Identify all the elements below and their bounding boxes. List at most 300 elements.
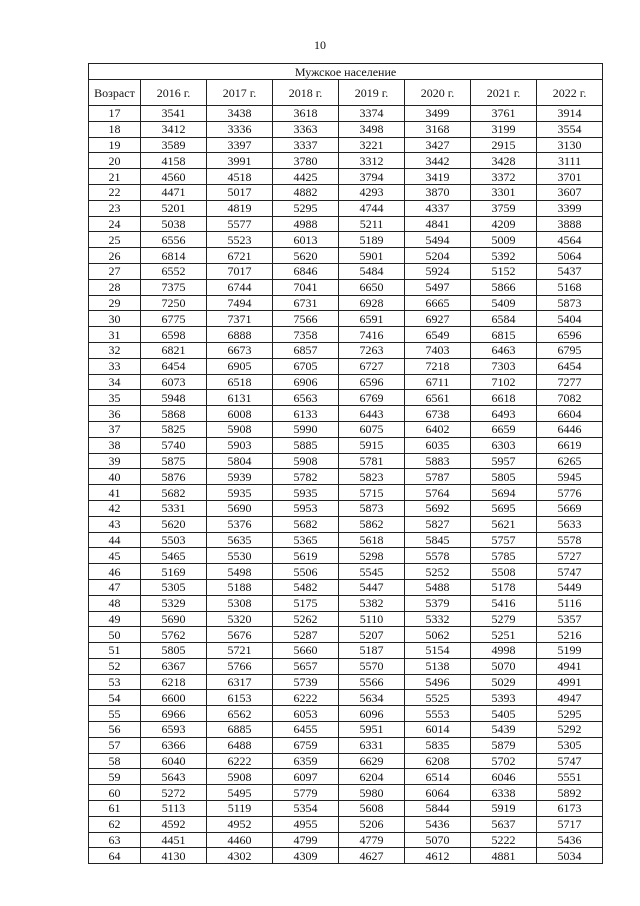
value-cell: 5669	[537, 500, 603, 516]
value-cell: 6303	[471, 437, 537, 453]
value-cell: 5211	[339, 216, 405, 232]
value-cell: 5119	[207, 801, 273, 817]
value-cell: 4425	[273, 169, 339, 185]
age-cell: 20	[89, 153, 141, 169]
value-cell: 5875	[141, 453, 207, 469]
value-cell: 5935	[273, 485, 339, 501]
value-cell: 5924	[405, 263, 471, 279]
value-cell: 6593	[141, 722, 207, 738]
age-cell: 26	[89, 248, 141, 264]
value-cell: 4560	[141, 169, 207, 185]
age-cell: 17	[89, 106, 141, 122]
value-cell: 5551	[537, 769, 603, 785]
value-cell: 6222	[207, 753, 273, 769]
value-cell: 5951	[339, 722, 405, 738]
value-cell: 7416	[339, 327, 405, 343]
table-row	[89, 421, 603, 437]
value-cell: 5216	[537, 627, 603, 643]
value-cell: 5204	[405, 248, 471, 264]
value-cell: 6097	[273, 769, 339, 785]
value-cell: 3399	[537, 200, 603, 216]
value-cell: 5272	[141, 785, 207, 801]
value-cell: 6604	[537, 406, 603, 422]
value-cell: 7017	[207, 263, 273, 279]
value-cell: 5757	[471, 532, 537, 548]
age-cell: 50	[89, 627, 141, 643]
value-cell: 3397	[207, 137, 273, 153]
age-cell: 29	[89, 295, 141, 311]
table-row	[89, 643, 603, 659]
value-cell: 5201	[141, 200, 207, 216]
value-cell: 5957	[471, 453, 537, 469]
value-cell: 5292	[537, 722, 603, 738]
value-cell: 6204	[339, 769, 405, 785]
value-cell: 6035	[405, 437, 471, 453]
table-row	[89, 500, 603, 516]
value-cell: 5868	[141, 406, 207, 422]
value-cell: 5017	[207, 184, 273, 200]
value-cell: 5578	[405, 548, 471, 564]
value-cell: 4592	[141, 816, 207, 832]
value-cell: 5405	[471, 706, 537, 722]
value-cell: 5747	[537, 753, 603, 769]
age-cell: 57	[89, 737, 141, 753]
value-cell: 5436	[537, 832, 603, 848]
header-year: 2017 г.	[207, 80, 273, 106]
value-cell: 6455	[273, 722, 339, 738]
value-cell: 5199	[537, 643, 603, 659]
value-cell: 5116	[537, 595, 603, 611]
value-cell: 3419	[405, 169, 471, 185]
table-row	[89, 785, 603, 801]
value-cell: 3427	[405, 137, 471, 153]
age-cell: 41	[89, 485, 141, 501]
value-cell: 5113	[141, 801, 207, 817]
age-cell: 22	[89, 184, 141, 200]
value-cell: 3554	[537, 121, 603, 137]
table-row	[89, 137, 603, 153]
value-cell: 5497	[405, 279, 471, 295]
value-cell: 6359	[273, 753, 339, 769]
value-cell: 5222	[471, 832, 537, 848]
value-cell: 5138	[405, 658, 471, 674]
age-cell: 49	[89, 611, 141, 627]
value-cell: 4158	[141, 153, 207, 169]
age-cell: 60	[89, 785, 141, 801]
value-cell: 3888	[537, 216, 603, 232]
value-cell: 3618	[273, 106, 339, 122]
value-cell: 5781	[339, 453, 405, 469]
value-cell: 5695	[471, 500, 537, 516]
value-cell: 7566	[273, 311, 339, 327]
value-cell: 3111	[537, 153, 603, 169]
male-population-table	[88, 63, 603, 864]
value-cell: 5332	[405, 611, 471, 627]
value-cell: 4627	[339, 848, 405, 864]
value-cell: 5409	[471, 295, 537, 311]
value-cell: 5506	[273, 564, 339, 580]
value-cell: 6727	[339, 358, 405, 374]
header-year: 2022 г.	[537, 80, 603, 106]
value-cell: 5715	[339, 485, 405, 501]
table-row	[89, 327, 603, 343]
value-cell: 6443	[339, 406, 405, 422]
value-cell: 5496	[405, 674, 471, 690]
value-cell: 5530	[207, 548, 273, 564]
value-cell: 7102	[471, 374, 537, 390]
value-cell: 4337	[405, 200, 471, 216]
value-cell: 6598	[141, 327, 207, 343]
value-cell: 5449	[537, 579, 603, 595]
value-cell: 6711	[405, 374, 471, 390]
table-row	[89, 816, 603, 832]
value-cell: 5935	[207, 485, 273, 501]
value-cell: 5692	[405, 500, 471, 516]
value-cell: 6673	[207, 342, 273, 358]
age-cell: 28	[89, 279, 141, 295]
value-cell: 6928	[339, 295, 405, 311]
value-cell: 6966	[141, 706, 207, 722]
value-cell: 5643	[141, 769, 207, 785]
table-row	[89, 737, 603, 753]
value-cell: 3498	[339, 121, 405, 137]
age-cell: 38	[89, 437, 141, 453]
age-cell: 37	[89, 421, 141, 437]
value-cell: 5447	[339, 579, 405, 595]
value-cell: 4564	[537, 232, 603, 248]
age-cell: 25	[89, 232, 141, 248]
value-cell: 6265	[537, 453, 603, 469]
value-cell: 5727	[537, 548, 603, 564]
value-cell: 5919	[471, 801, 537, 817]
page-number: 10	[314, 38, 326, 52]
value-cell: 3130	[537, 137, 603, 153]
table-row	[89, 374, 603, 390]
value-cell: 5690	[141, 611, 207, 627]
value-cell: 5570	[339, 658, 405, 674]
value-cell: 4882	[273, 184, 339, 200]
value-cell: 7371	[207, 311, 273, 327]
value-cell: 4947	[537, 690, 603, 706]
age-cell: 61	[89, 801, 141, 817]
value-cell: 3541	[141, 106, 207, 122]
age-cell: 44	[89, 532, 141, 548]
value-cell: 5901	[339, 248, 405, 264]
value-cell: 5721	[207, 643, 273, 659]
value-cell: 5498	[207, 564, 273, 580]
table-row	[89, 406, 603, 422]
value-cell: 5382	[339, 595, 405, 611]
value-cell: 5379	[405, 595, 471, 611]
value-cell: 4988	[273, 216, 339, 232]
value-cell: 5892	[537, 785, 603, 801]
value-cell: 4952	[207, 816, 273, 832]
value-cell: 6905	[207, 358, 273, 374]
header-age: Возраст	[89, 80, 141, 106]
value-cell: 5175	[273, 595, 339, 611]
table-row	[89, 232, 603, 248]
value-cell: 5879	[471, 737, 537, 753]
age-cell: 64	[89, 848, 141, 864]
age-cell: 35	[89, 390, 141, 406]
value-cell: 6563	[273, 390, 339, 406]
age-cell: 23	[89, 200, 141, 216]
value-cell: 5702	[471, 753, 537, 769]
value-cell: 6731	[273, 295, 339, 311]
value-cell: 5305	[141, 579, 207, 595]
value-cell: 6629	[339, 753, 405, 769]
value-cell: 5508	[471, 564, 537, 580]
value-cell: 6402	[405, 421, 471, 437]
age-cell: 53	[89, 674, 141, 690]
value-cell: 5189	[339, 232, 405, 248]
value-cell: 4460	[207, 832, 273, 848]
header-year: 2018 г.	[273, 80, 339, 106]
value-cell: 5908	[207, 769, 273, 785]
value-cell: 3991	[207, 153, 273, 169]
value-cell: 5298	[339, 548, 405, 564]
table-row	[89, 674, 603, 690]
value-cell: 3914	[537, 106, 603, 122]
value-cell: 5178	[471, 579, 537, 595]
value-cell: 6454	[141, 358, 207, 374]
value-cell: 6518	[207, 374, 273, 390]
value-cell: 5038	[141, 216, 207, 232]
table-row	[89, 611, 603, 627]
table-row	[89, 263, 603, 279]
age-cell: 51	[89, 643, 141, 659]
value-cell: 5764	[405, 485, 471, 501]
value-cell: 5320	[207, 611, 273, 627]
value-cell: 5034	[537, 848, 603, 864]
value-cell: 6562	[207, 706, 273, 722]
value-cell: 5866	[471, 279, 537, 295]
value-cell: 6173	[537, 801, 603, 817]
value-cell: 6046	[471, 769, 537, 785]
value-cell: 4130	[141, 848, 207, 864]
value-cell: 5739	[273, 674, 339, 690]
value-cell: 6222	[273, 690, 339, 706]
value-cell: 5939	[207, 469, 273, 485]
value-cell: 5805	[141, 643, 207, 659]
age-cell: 55	[89, 706, 141, 722]
value-cell: 5657	[273, 658, 339, 674]
value-cell: 5566	[339, 674, 405, 690]
value-cell: 7375	[141, 279, 207, 295]
table-row	[89, 564, 603, 580]
table-body	[89, 106, 603, 864]
value-cell: 6454	[537, 358, 603, 374]
value-cell: 3168	[405, 121, 471, 137]
value-cell: 6008	[207, 406, 273, 422]
value-cell: 5980	[339, 785, 405, 801]
value-cell: 5873	[537, 295, 603, 311]
value-cell: 6493	[471, 406, 537, 422]
table-row	[89, 437, 603, 453]
table-row	[89, 801, 603, 817]
value-cell: 2915	[471, 137, 537, 153]
value-cell: 5876	[141, 469, 207, 485]
value-cell: 6133	[273, 406, 339, 422]
value-cell: 6331	[339, 737, 405, 753]
table-row	[89, 769, 603, 785]
value-cell: 5577	[207, 216, 273, 232]
age-cell: 36	[89, 406, 141, 422]
value-cell: 5251	[471, 627, 537, 643]
value-cell: 5070	[471, 658, 537, 674]
value-cell: 6821	[141, 342, 207, 358]
value-cell: 3363	[273, 121, 339, 137]
table-row	[89, 832, 603, 848]
age-cell: 18	[89, 121, 141, 137]
value-cell: 6446	[537, 421, 603, 437]
table-row	[89, 485, 603, 501]
value-cell: 5948	[141, 390, 207, 406]
value-cell: 5070	[405, 832, 471, 848]
table-row	[89, 658, 603, 674]
value-cell: 4744	[339, 200, 405, 216]
value-cell: 6013	[273, 232, 339, 248]
value-cell: 5252	[405, 564, 471, 580]
value-cell: 6815	[471, 327, 537, 343]
value-cell: 6131	[207, 390, 273, 406]
value-cell: 5168	[537, 279, 603, 295]
header-year: 2021 г.	[471, 80, 537, 106]
value-cell: 6600	[141, 690, 207, 706]
value-cell: 5804	[207, 453, 273, 469]
table-row	[89, 279, 603, 295]
value-cell: 5436	[405, 816, 471, 832]
table-row	[89, 516, 603, 532]
value-cell: 5883	[405, 453, 471, 469]
age-cell: 40	[89, 469, 141, 485]
value-cell: 5465	[141, 548, 207, 564]
value-cell: 6014	[405, 722, 471, 738]
value-cell: 6549	[405, 327, 471, 343]
age-cell: 54	[89, 690, 141, 706]
table-row	[89, 184, 603, 200]
value-cell: 5825	[141, 421, 207, 437]
table-row	[89, 469, 603, 485]
value-cell: 5619	[273, 548, 339, 564]
value-cell: 5990	[273, 421, 339, 437]
age-cell: 62	[89, 816, 141, 832]
value-cell: 5329	[141, 595, 207, 611]
value-cell: 6775	[141, 311, 207, 327]
value-cell: 7250	[141, 295, 207, 311]
value-cell: 5523	[207, 232, 273, 248]
header-year: 2020 г.	[405, 80, 471, 106]
header-row	[89, 80, 603, 106]
value-cell: 6596	[339, 374, 405, 390]
value-cell: 5331	[141, 500, 207, 516]
value-cell: 3442	[405, 153, 471, 169]
value-cell: 5393	[471, 690, 537, 706]
age-cell: 24	[89, 216, 141, 232]
value-cell: 5365	[273, 532, 339, 548]
age-cell: 39	[89, 453, 141, 469]
value-cell: 3794	[339, 169, 405, 185]
value-cell: 5885	[273, 437, 339, 453]
value-cell: 7082	[537, 390, 603, 406]
value-cell: 5862	[339, 516, 405, 532]
table-row	[89, 121, 603, 137]
value-cell: 6650	[339, 279, 405, 295]
value-cell: 5437	[537, 263, 603, 279]
value-cell: 5376	[207, 516, 273, 532]
value-cell: 3701	[537, 169, 603, 185]
value-cell: 3428	[471, 153, 537, 169]
value-cell: 6075	[339, 421, 405, 437]
table-row	[89, 753, 603, 769]
value-cell: 5676	[207, 627, 273, 643]
table-row	[89, 722, 603, 738]
value-cell: 5682	[141, 485, 207, 501]
value-cell: 5404	[537, 311, 603, 327]
value-cell: 3372	[471, 169, 537, 185]
value-cell: 4941	[537, 658, 603, 674]
value-cell: 4881	[471, 848, 537, 864]
value-cell: 6488	[207, 737, 273, 753]
value-cell: 4998	[471, 643, 537, 659]
value-cell: 5635	[207, 532, 273, 548]
value-cell: 4309	[273, 848, 339, 864]
value-cell: 7303	[471, 358, 537, 374]
value-cell: 6073	[141, 374, 207, 390]
value-cell: 6659	[471, 421, 537, 437]
value-cell: 5206	[339, 816, 405, 832]
value-cell: 3761	[471, 106, 537, 122]
value-cell: 5152	[471, 263, 537, 279]
value-cell: 7041	[273, 279, 339, 295]
value-cell: 5823	[339, 469, 405, 485]
value-cell: 6705	[273, 358, 339, 374]
header-year: 2016 г.	[141, 80, 207, 106]
table-row	[89, 248, 603, 264]
table-row	[89, 706, 603, 722]
value-cell: 6885	[207, 722, 273, 738]
value-cell: 3438	[207, 106, 273, 122]
value-cell: 6584	[471, 311, 537, 327]
value-cell: 6618	[471, 390, 537, 406]
value-cell: 3870	[405, 184, 471, 200]
value-cell: 7358	[273, 327, 339, 343]
age-cell: 42	[89, 500, 141, 516]
age-cell: 48	[89, 595, 141, 611]
value-cell: 3759	[471, 200, 537, 216]
value-cell: 3412	[141, 121, 207, 137]
value-cell: 5287	[273, 627, 339, 643]
value-cell: 3199	[471, 121, 537, 137]
table-row	[89, 169, 603, 185]
table-row	[89, 358, 603, 374]
value-cell: 6561	[405, 390, 471, 406]
value-cell: 3336	[207, 121, 273, 137]
value-cell: 5845	[405, 532, 471, 548]
value-cell: 5416	[471, 595, 537, 611]
table-row	[89, 390, 603, 406]
value-cell: 5357	[537, 611, 603, 627]
value-cell: 5308	[207, 595, 273, 611]
age-cell: 45	[89, 548, 141, 564]
value-cell: 5154	[405, 643, 471, 659]
value-cell: 3337	[273, 137, 339, 153]
value-cell: 6596	[537, 327, 603, 343]
value-cell: 5694	[471, 485, 537, 501]
value-cell: 3499	[405, 106, 471, 122]
value-cell: 6064	[405, 785, 471, 801]
value-cell: 6759	[273, 737, 339, 753]
